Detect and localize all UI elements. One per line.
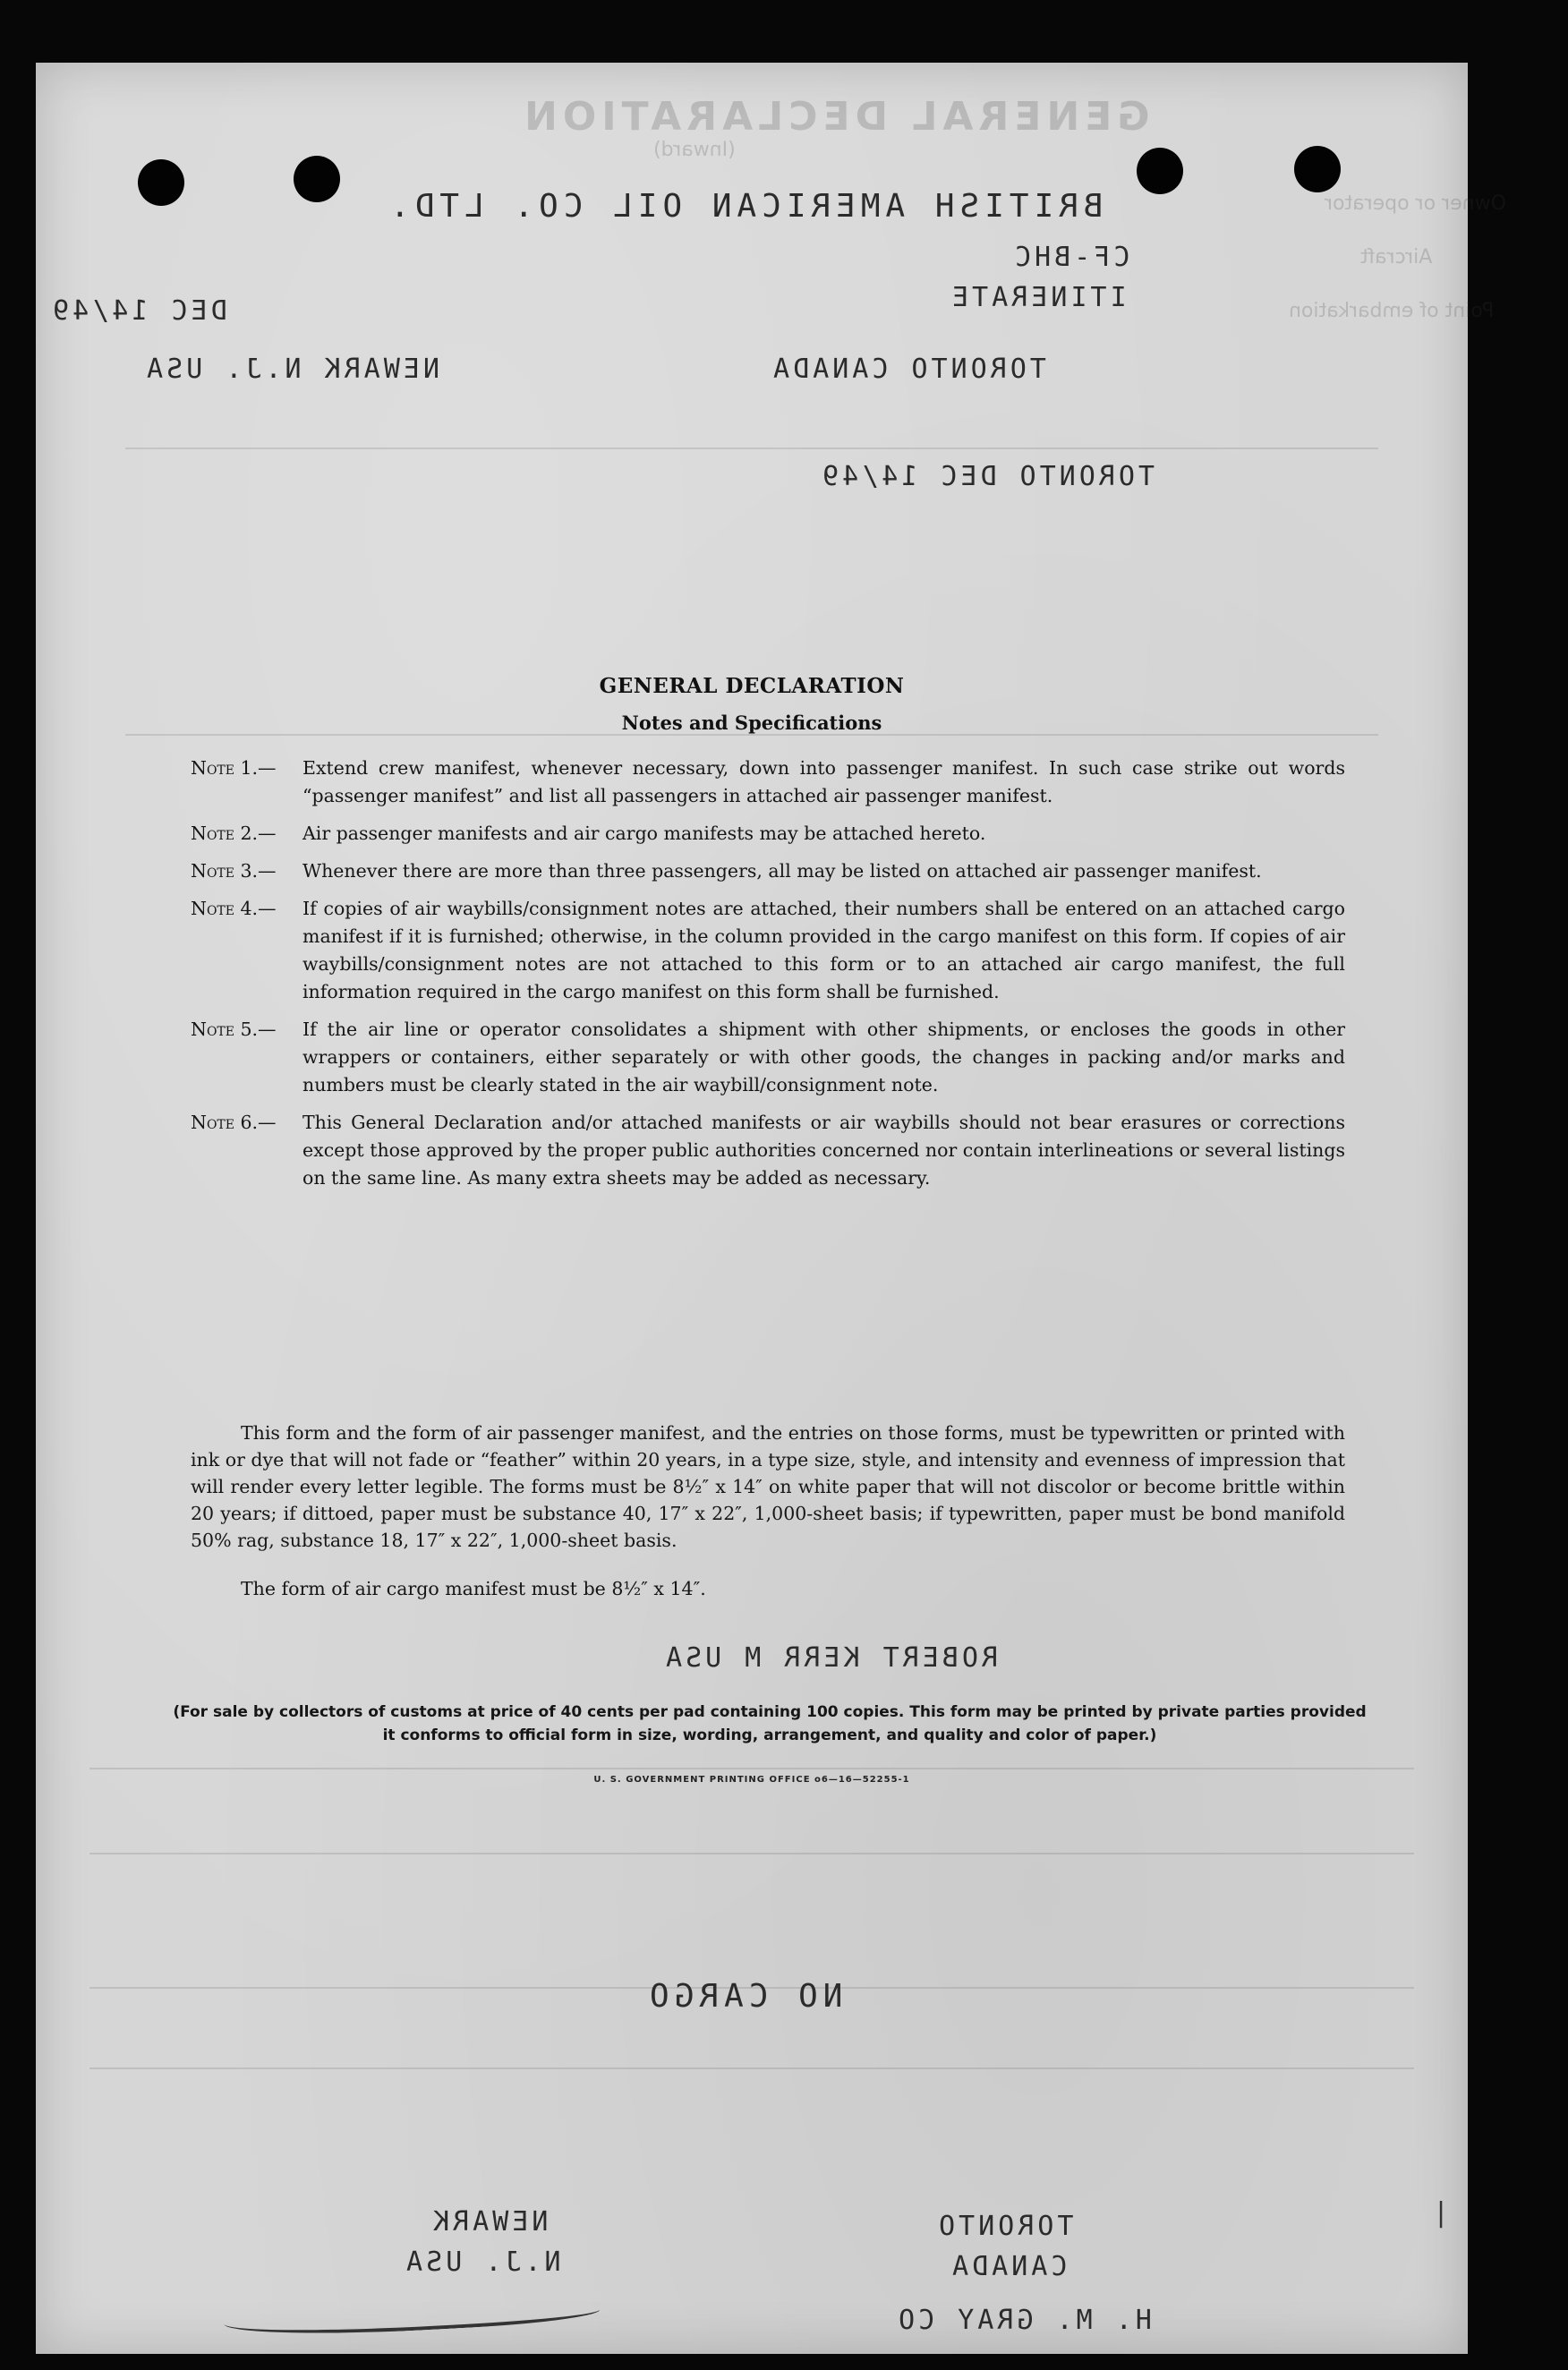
note-text: If copies of air waybills/consignment notes are attached, their numbers shall be entered on an attached cargo manifest if it is furnished; otherwise, in the column provided in the cargo manifest on this form. If copies of air waybills/consignment notes are not attached to this form or to an attached air cargo manifest, the full information required in the cargo manifest on this form shall be furnished. [303,898,1345,1002]
note-label: Note 2.— [191,823,277,844]
punch-hole-3 [1137,148,1183,194]
note-text: Extend crew manifest, whenever necessary, down into passenger manifest. In such case strike out words “passenger manifest” and list all passengers in attached air passenger manifest. [303,757,1345,806]
bleed-hand-crew: ROBERT KERR M USA [662,1642,999,1674]
bleed-hand-operator: BRITISH AMERICAN OIL CO. LTD. [385,188,1104,225]
bleed-hand-aircraft: CF-BHC [1011,242,1130,273]
punch-hole-4 [1294,146,1341,192]
note-item [191,895,1345,1006]
note-label: Note 3.— [191,860,277,882]
document-page [36,63,1506,2354]
punch-hole-2 [294,156,340,202]
sale-notice: (For sale by collectors of customs at price of 40 cents per pad containing 100 copies. This form may be printed by private parties provided it conforms to official form in size, wording, arrangement, and quality and color of paper.) [173,1703,1367,1744]
bleed-hand-date: DEC 14/49 [49,295,227,327]
bleed-hand-disembark: NEWARK N.J. USA [143,354,439,385]
bleed-signature [223,2290,600,2340]
bleed-operator-label: Owner or operator [1325,192,1506,215]
note-label: Note 4.— [191,898,277,919]
note-item [191,754,1345,810]
note-label: Note 6.— [191,1112,277,1133]
notes-list [191,754,1345,1202]
bleed-hand-flight: ITINERATE [949,282,1127,313]
punch-hole-1 [138,159,184,206]
cargo-manifest-size-note: The form of air cargo manifest must be 8½″ x 14″. [241,1578,706,1599]
note-item [191,857,1345,885]
note-text: Air passenger manifests and air cargo manifests may be attached hereto. [303,823,986,844]
bleed-tick-marks: | [1436,2197,1446,2229]
note-text: This General Declaration and/or attached manifests or air waybills should not bear erasures or corrections except those approved by the proper public authorities concerned nor contain interlineations or several listings on the same line. As many extra sheets may be added as necessary. [303,1112,1345,1189]
bleed-aircraft-label: Aircraft [1360,246,1433,269]
note-text: If the air line or operator consolidates a shipment with other shipments, or encloses the goods in other wrappers or containers, either separately or with other goods, the changes in packing and/or marks and numbers must be clearly stated in the air waybill/consignment note. [303,1019,1345,1095]
bleed-hand-origin-city: TORONTO [935,2211,1074,2242]
note-item [191,1016,1345,1099]
bleed-hand-pilot: H. M. GRAY CO [895,2305,1152,2336]
note-item [191,1109,1345,1192]
specification-paragraph: This form and the form of air passenger manifest, and the entries on those forms, must be typewritten or printed with ink or dye that will not fade or “feather” within 20 years, in a type size, style, and intensity and evenness of impression that will render every letter legible. The forms must be 8½″ x 14″ on white paper that will not discolor or become brittle within 20 years; if dittoed, paper must be substance 40, 17″ x 22″, 1,000-sheet basis; if typewritten, paper must be bond manifold 50% rag, substance 18, 17″ x 22″, 1,000-sheet basis. [191,1422,1345,1551]
bleed-hand-route: TORONTO DEC 14/49 [819,461,1155,492]
note-label: Note 5.— [191,1019,277,1040]
bleed-hand-cargo: NO CARGO [644,1978,843,2015]
bleed-embarkation-label: Point of embarkation [1289,300,1495,322]
bleed-hand-dest-state: N.J. USA [403,2246,561,2278]
bleed-header-inward: (Inward) [653,139,736,161]
note-label: Note 1.— [191,757,277,779]
page-subtitle: Notes and Specifications [621,712,882,734]
bleed-hand-origin-country: CANADA [949,2251,1068,2282]
note-text: Whenever there are more than three passengers, all may be listed on attached air passenger manifest. [303,860,1262,882]
page-title: GENERAL DECLARATION [599,674,905,698]
bleed-hand-embark: TORONTO CANADA [770,354,1046,385]
gpo-imprint: U. S. GOVERNMENT PRINTING OFFICE o6—16—52255-1 [593,1775,910,1785]
bleed-header-title: GENERAL DECLARATION [519,94,1150,140]
note-item [191,820,1345,848]
bleed-hand-dest-city: NEWARK [430,2206,549,2238]
